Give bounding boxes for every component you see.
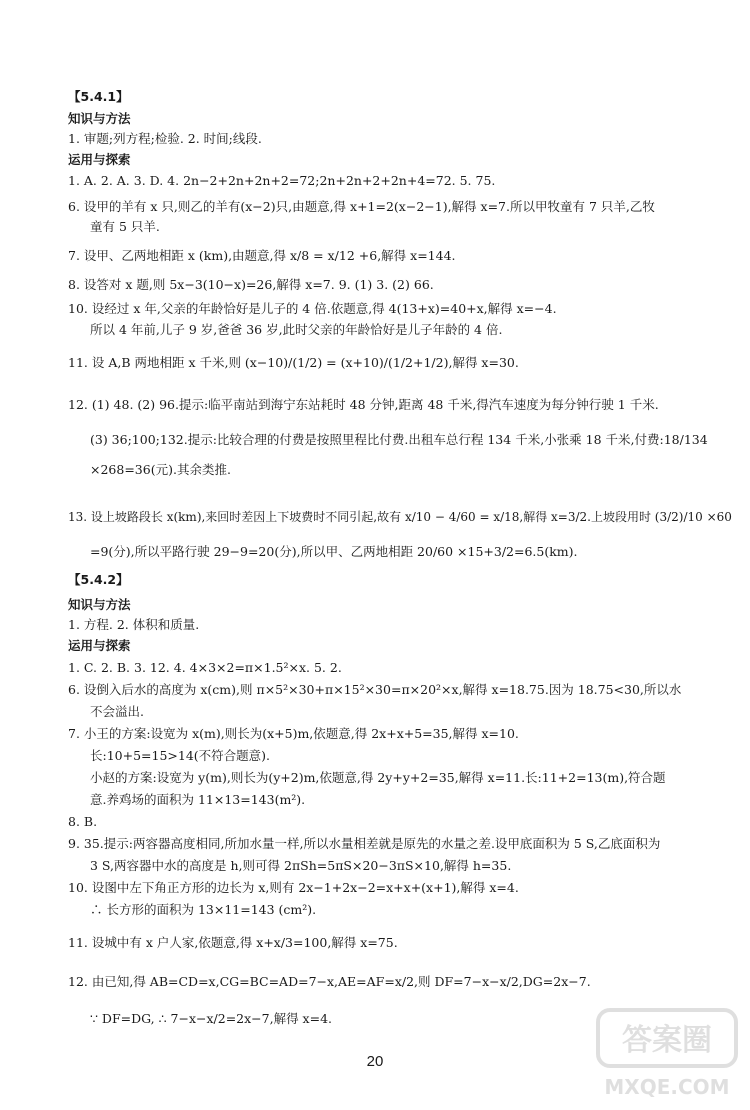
section-title: 【5.4.1】: [68, 89, 129, 104]
answer-line: 童有 5 只羊.: [90, 219, 160, 234]
answer-line: 6. 设倒入后水的高度为 x(cm),则 π×5²×30+π×15²×30=π×20²×x,解得 x=18.75.因为 18.75<30,所以水: [68, 682, 682, 697]
answer-line: ×268=36(元).其余类推.: [90, 462, 231, 477]
answer-line: 12. 由已知,得 AB=CD=x,CG=BC=AD=7−x,AE=AF=x/2,则 DF=7−x−x/2,DG=2x−7.: [68, 974, 591, 989]
practice-heading: 运用与探索: [68, 152, 131, 167]
answer-line: 12. (1) 48. (2) 96.提示:临平南站到海宁东站耗时 48 分钟,距离 48 千米,得汽车速度为每分钟行驶 1 千米.: [68, 397, 659, 412]
answer-line: 意.养鸡场的面积为 11×13=143(m²).: [90, 792, 306, 807]
answer-line: 不会溢出.: [90, 704, 144, 719]
practice-heading: 运用与探索: [68, 638, 131, 653]
answer-line: 3 S,两容器中水的高度是 h,则可得 2πSh=5πS×20−3πS×10,解得 h=35.: [90, 858, 512, 873]
answer-line: 6. 设甲的羊有 x 只,则乙的羊有(x−2)只,由题意,得 x+1=2(x−2−1),解得 x=7.所以甲牧童有 7 只羊,乙牧: [68, 199, 655, 214]
answer-line: =9(分),所以平路行驶 29−9=20(分),所以甲、乙两地相距 20/60 ×15+3/2=6.5(km).: [90, 544, 578, 559]
answer-line: 长:10+5=15>14(不符合题意).: [90, 748, 271, 763]
answer-line: 11. 设 A,B 两地相距 x 千米,则 (x−10)/(1/2) = (x+10)/(1/2+1/2),解得 x=30.: [68, 355, 519, 370]
answer-line: ∴ 长方形的面积为 13×11=143 (cm²).: [90, 902, 317, 917]
knowledge-line: 1. 方程. 2. 体积和质量.: [68, 617, 200, 632]
answer-line: 小赵的方案:设宽为 y(m),则长为(y+2)m,依题意,得 2y+y+2=35,解得 x=11.长:11+2=13(m),符合题: [90, 770, 666, 785]
answer-line: 8. B.: [68, 814, 98, 829]
answer-line: 10. 设图中左下角正方形的边长为 x,则有 2x−1+2x−2=x+x+(x+1),解得 x=4.: [68, 880, 519, 895]
page-number: 20: [366, 1053, 384, 1070]
watermark-logo: [592, 1004, 742, 1104]
knowledge-heading: 知识与方法: [68, 597, 131, 612]
answer-line: 10. 设经过 x 年,父亲的年龄恰好是儿子的 4 倍.依题意,得 4(13+x)=40+x,解得 x=−4.: [68, 301, 557, 316]
svg-text:答案圈: 答案圈: [622, 1023, 712, 1058]
answer-line: 11. 设城中有 x 户人家,依题意,得 x+x/3=100,解得 x=75.: [68, 935, 398, 950]
answer-line: 9. 35.提示:两容器高度相同,所加水量一样,所以水量相差就是原先的水量之差.设甲底面积为 5 S,乙底面积为: [68, 836, 661, 851]
svg-text:MXQE.COM: MXQE.COM: [604, 1075, 730, 1099]
answer-line: 所以 4 年前,儿子 9 岁,爸爸 36 岁,此时父亲的年龄恰好是儿子年龄的 4 倍.: [90, 322, 503, 337]
answer-line: 7. 设甲、乙两地相距 x (km),由题意,得 x/8 = x/12 +6,解得 x=144.: [68, 248, 456, 263]
answer-line: 1. C. 2. B. 3. 12. 4. 4×3×2=π×1.5²×x. 5. 2.: [68, 660, 342, 675]
section-title: 【5.4.2】: [68, 572, 129, 587]
answer-line: (3) 36;100;132.提示:比较合理的付费是按照里程比付费.出租车总行程 134 千米,小张乘 18 千米,付费:18/134: [90, 432, 708, 447]
knowledge-heading: 知识与方法: [68, 111, 131, 126]
answer-line: 7. 小王的方案:设宽为 x(m),则长为(x+5)m,依题意,得 2x+x+5=35,解得 x=10.: [68, 726, 519, 741]
answer-line: 8. 设答对 x 题,则 5x−3(10−x)=26,解得 x=7. 9. (1) 3. (2) 66.: [68, 277, 434, 292]
answer-line: 13. 设上坡路段长 x(km),来回时差因上下坡费时不同引起,故有 x/10 − 4/60 = x/18,解得 x=3/2.上坡段用时 (3/2)/10 ×60: [68, 510, 732, 524]
answer-line: 1. A. 2. A. 3. D. 4. 2n−2+2n+2n+2=72;2n+2n+2+2n+4=72. 5. 75.: [68, 173, 496, 188]
knowledge-line: 1. 审题;列方程;检验. 2. 时间;线段.: [68, 131, 262, 146]
answer-line: ∵ DF=DG, ∴ 7−x−x/2=2x−7,解得 x=4.: [90, 1011, 332, 1026]
